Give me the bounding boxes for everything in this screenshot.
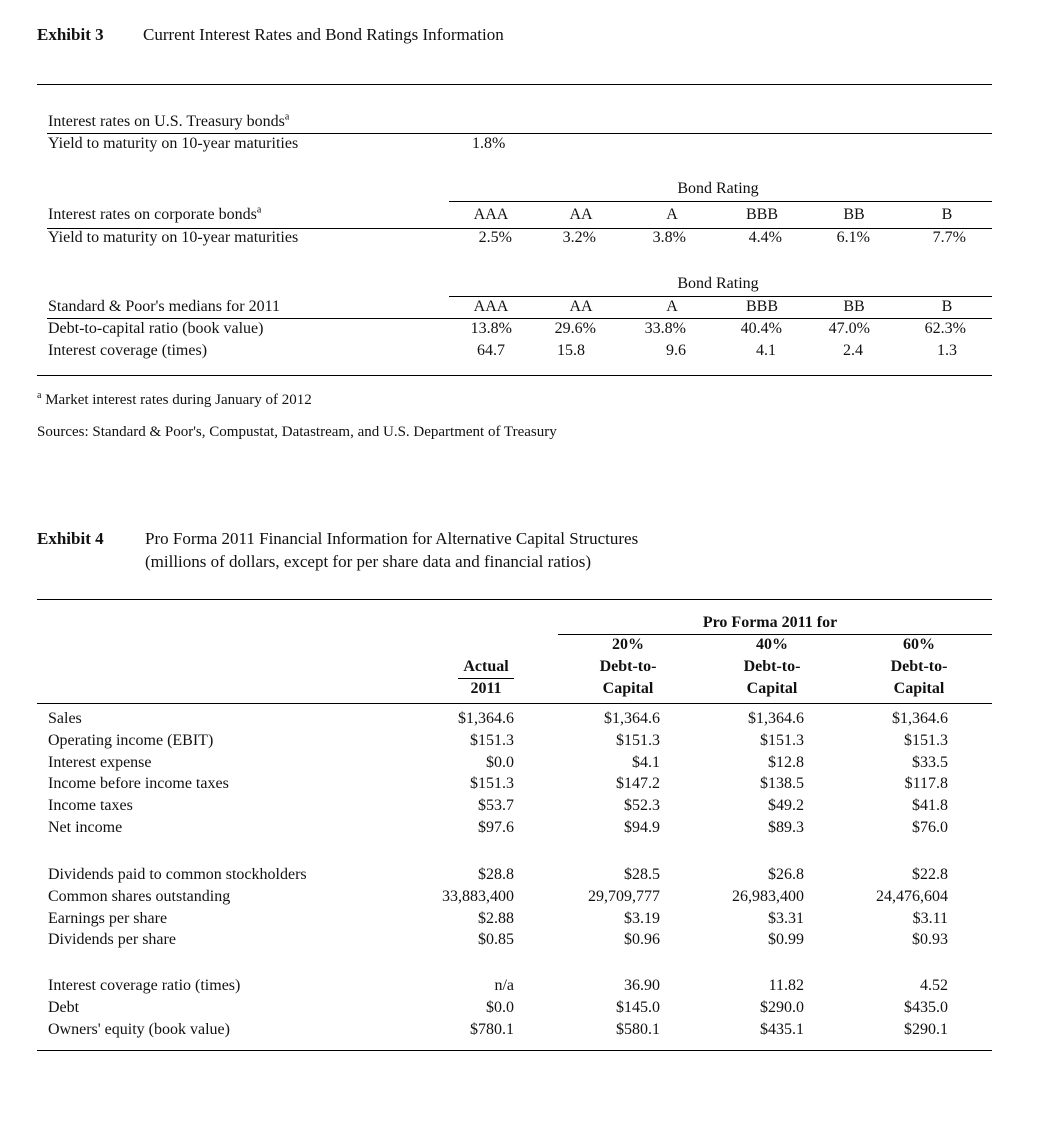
column-header-1-line2: Actual	[463, 658, 509, 675]
row-label: Earnings per share	[48, 909, 168, 927]
row-value-col2: $28.5	[624, 866, 660, 883]
corporate-rating-rule	[449, 201, 992, 202]
row-value-col4: $151.3	[904, 731, 948, 749]
sp-coverage-cell: 15.8	[557, 342, 585, 359]
corporate-yield-cell: 4.4%	[748, 229, 782, 246]
row-value-col3: $12.8	[768, 753, 804, 771]
corporate-rating-cell: A	[666, 206, 678, 223]
row-label: Dividends per share	[48, 931, 176, 949]
treasury-ytm-label: Yield to maturity on 10-year maturities	[48, 135, 299, 152]
corporate-yield-cell: 6.1%	[836, 229, 870, 246]
row-value-col4: $3.11	[912, 909, 948, 927]
row-value-col1: $53.7	[478, 797, 514, 815]
row-value-col2: $52.3	[624, 797, 660, 815]
corporate-footnote-mark: a	[256, 204, 262, 216]
row-label: Common shares outstanding	[48, 887, 231, 905]
sp-coverage-cell: 2.4	[843, 342, 863, 359]
sp-debt-label: Debt-to-capital ratio (book value)	[48, 320, 264, 337]
pro-forma-header: Pro Forma 2011 for	[702, 614, 838, 631]
sp-rating-rule	[449, 296, 992, 297]
row-value-col1: $151.3	[470, 731, 514, 749]
row-value-col1: $28.8	[478, 866, 514, 883]
row-value-col2: $147.2	[616, 775, 660, 793]
sp-debt-cell: 62.3%	[924, 320, 966, 337]
sp-medians-label: Standard & Poor's medians for 2011	[48, 298, 281, 315]
exhibit4-bottom-rule	[37, 1050, 992, 1051]
row-label: Sales	[48, 710, 82, 727]
column-header-rule	[37, 703, 992, 704]
row-label: Income taxes	[48, 797, 133, 815]
exhibit3-sources: Sources: Standard & Poor's, Compustat, Datastream, and U.S. Department of Treasury	[37, 424, 557, 440]
row-value-col4: $0.93	[912, 931, 948, 949]
row-value-col2: $580.1	[616, 1020, 660, 1038]
row-label: Owners' equity (book value)	[48, 1020, 230, 1038]
column-header-3-line3: Capital	[746, 680, 798, 697]
row-value-col3: $0.99	[768, 931, 804, 949]
column-header-2-line2: Debt-to-	[599, 658, 657, 675]
row-value-col4: $22.8	[912, 866, 948, 883]
exhibit4-top-rule	[37, 599, 992, 600]
exhibit3-bottom-rule	[37, 375, 992, 376]
row-value-col4: $435.0	[904, 998, 948, 1016]
row-label: Debt	[48, 998, 80, 1016]
row-value-col4: $76.0	[912, 819, 948, 836]
sp-debt-cell: 33.8%	[644, 320, 686, 337]
actual-2011-underline	[458, 678, 514, 679]
row-value-col3: 11.82	[768, 977, 804, 994]
corporate-label: Interest rates on corporate bonds$^a$	[48, 204, 262, 223]
row-value-col2: 29,709,777	[588, 887, 660, 905]
sp-debt-cell: 29.6%	[554, 320, 596, 337]
corporate-rating-cell: BB	[843, 206, 865, 223]
row-value-col1: $1,364.6	[458, 710, 514, 727]
exhibit4-title-line1: Pro Forma 2011 Financial Information for Alternative Capital Structures	[145, 529, 639, 548]
sp-rule	[47, 318, 992, 319]
sp-rating-cell: A	[666, 298, 678, 315]
footnote-mark: a	[37, 390, 42, 401]
row-value-col2: $3.19	[624, 909, 660, 927]
row-value-col3: $435.1	[760, 1020, 804, 1038]
row-label: Net income	[48, 819, 123, 836]
column-header-3-line1: 40%	[756, 636, 788, 653]
exhibit4-label: Exhibit 4	[37, 529, 104, 548]
row-value-col3: $1,364.6	[748, 710, 804, 727]
corporate-ytm-label: Yield to maturity on 10-year maturities	[48, 229, 299, 246]
corporate-rating-cell: AAA	[473, 206, 509, 223]
row-value-col1: $0.0	[486, 753, 514, 771]
corporate-rating-cell: BBB	[745, 206, 778, 223]
row-value-col1: $2.88	[478, 909, 514, 927]
row-value-col1: 33,883,400	[442, 887, 514, 905]
row-value-col2: 36.90	[624, 977, 660, 994]
column-header-4-line1: 60%	[903, 636, 935, 653]
corporate-rating-cell: AA	[569, 206, 593, 223]
row-label: Income before income taxes	[48, 775, 229, 793]
row-value-col4: 24,476,604	[876, 887, 948, 905]
exhibit3-label: Exhibit 3	[37, 25, 104, 44]
column-header-1-line3: 2011	[470, 680, 502, 697]
sp-rating-cell: B	[941, 298, 953, 315]
row-value-col2: $1,364.6	[604, 710, 660, 727]
row-value-col2: $94.9	[624, 819, 660, 836]
row-value-col1: $97.6	[478, 819, 514, 836]
sp-coverage-cell: 64.7	[477, 342, 505, 359]
row-label: Dividends paid to common stockholders	[48, 866, 307, 883]
row-value-col2: $0.96	[624, 931, 660, 949]
corporate-yield-cell: 3.8%	[652, 229, 686, 246]
sp-debt-cell: 47.0%	[828, 320, 870, 337]
row-label: Operating income (EBIT)	[48, 731, 214, 749]
row-label: Interest coverage ratio (times)	[48, 977, 241, 994]
sp-rating-cell: BB	[843, 298, 865, 315]
sp-debt-cell: 40.4%	[740, 320, 782, 337]
row-value-col4: $41.8	[912, 797, 948, 815]
row-value-col3: $3.31	[768, 909, 804, 927]
column-header-4-line2: Debt-to-	[890, 658, 948, 675]
sp-coverage-label: Interest coverage (times)	[48, 342, 208, 359]
row-value-col4: $1,364.6	[892, 710, 948, 727]
sp-rating-cell: AA	[569, 298, 593, 315]
row-value-col4: $117.8	[904, 775, 948, 793]
sp-debt-cell: 13.8%	[470, 320, 512, 337]
row-value-col3: $151.3	[760, 731, 804, 749]
row-value-col1: $0.0	[486, 998, 514, 1016]
sp-rating-cell: AAA	[473, 298, 509, 315]
column-header-4-line3: Capital	[893, 680, 945, 697]
corporate-yield-cell: 7.7%	[932, 229, 966, 246]
sp-bond-rating-header: Bond Rating	[677, 275, 759, 292]
treasury-label: Interest rates on U.S. Treasury bonds$^a$	[48, 111, 290, 130]
column-header-2-line3: Capital	[602, 680, 654, 697]
row-label: Interest expense	[48, 753, 152, 771]
corporate-yield-cell: 3.2%	[562, 229, 596, 246]
row-value-col3: $138.5	[760, 775, 804, 793]
row-value-col4: $290.1	[904, 1020, 948, 1038]
row-value-col3: $49.2	[768, 797, 804, 815]
sp-coverage-cell: 1.3	[937, 342, 957, 359]
corporate-rating-cell: B	[941, 206, 953, 223]
column-header-2-line1: 20%	[612, 636, 644, 653]
treasury-rule	[47, 133, 992, 134]
row-value-col2: $145.0	[616, 998, 660, 1016]
exhibit3-top-rule	[37, 84, 992, 85]
row-value-col3: $89.3	[768, 819, 804, 836]
row-value-col3: $290.0	[760, 998, 804, 1016]
sp-rating-cell: BBB	[745, 298, 778, 315]
row-value-col2: $4.1	[632, 753, 660, 771]
row-value-col1: $780.1	[470, 1020, 514, 1038]
exhibit4-title-line2: (millions of dollars, except for per share data and financial ratios)	[145, 552, 592, 571]
corporate-bond-rating-header: Bond Rating	[677, 180, 759, 197]
row-value-col2: $151.3	[616, 731, 660, 749]
row-value-col1: $0.85	[478, 931, 514, 949]
row-value-col4: $33.5	[912, 753, 948, 771]
row-value-col1: n/a	[494, 977, 514, 994]
row-value-col3: $26.8	[768, 866, 804, 883]
sp-coverage-cell: 9.6	[666, 342, 686, 359]
row-value-col4: 4.52	[920, 977, 948, 994]
row-value-col1: $151.3	[470, 775, 514, 793]
exhibit3-title: Current Interest Rates and Bond Ratings Information	[143, 25, 504, 44]
sp-coverage-cell: 4.1	[756, 342, 776, 359]
exhibit3-footnote: $^a$ Market interest rates during January of 2012	[37, 390, 312, 408]
row-value-col3: 26,983,400	[732, 887, 804, 905]
column-header-3-line2: Debt-to-	[743, 658, 801, 675]
corporate-yield-cell: 2.5%	[478, 229, 512, 246]
treasury-yield-value: 1.8%	[472, 135, 506, 152]
treasury-footnote-mark: a	[284, 111, 290, 123]
